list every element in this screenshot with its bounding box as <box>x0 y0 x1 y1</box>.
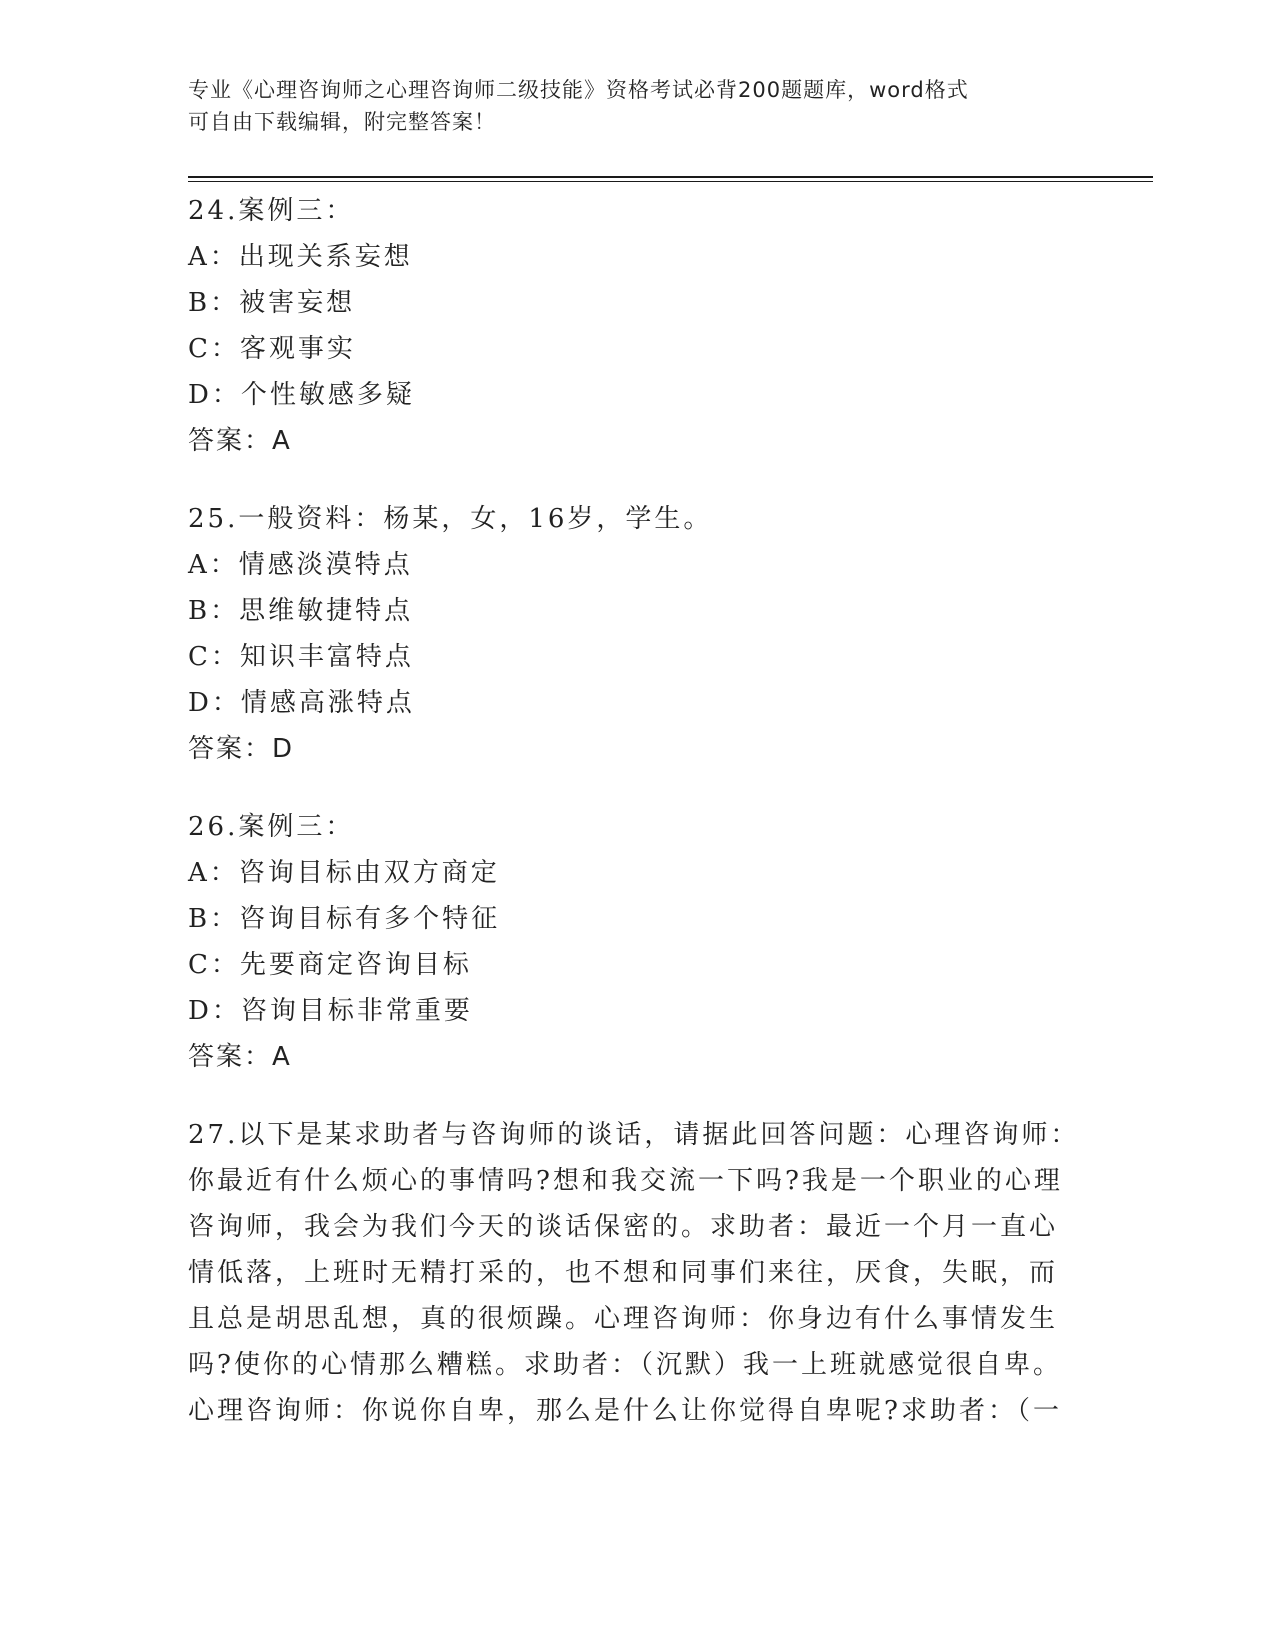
header-title-line-1: 专业《心理咨询师之心理咨询师二级技能》资格考试必背200题题库，word格式 <box>188 78 969 102</box>
option-d: D：个性敏感多疑 <box>188 380 415 410</box>
question-stem: 26.案例三： <box>188 812 355 842</box>
option-b: B：思维敏捷特点 <box>188 596 414 626</box>
option-c: C：客观事实 <box>188 334 356 364</box>
option-c: C：先要商定咨询目标 <box>188 950 472 980</box>
option-d: D：咨询目标非常重要 <box>188 996 473 1026</box>
option-a: A：咨询目标由双方商定 <box>188 858 500 888</box>
question-24 <box>188 188 1078 464</box>
question-27-line: 27.以下是某求助者与咨询师的谈话，请据此回答问题：心理咨询师： <box>188 1120 1080 1150</box>
question-27-line: 情低落，上班时无精打采的，也不想和同事们来往，厌食，失眠，而 <box>188 1258 1059 1288</box>
question-stem: 24.案例三： <box>188 196 355 226</box>
header-divider-thin <box>188 181 1153 182</box>
option-b: B：被害妄想 <box>188 288 356 318</box>
option-a: A：情感淡漠特点 <box>188 550 413 580</box>
question-27-line: 咨询师，我会为我们今天的谈话保密的。求助者：最近一个月一直心 <box>188 1212 1059 1242</box>
option-b: B：咨询目标有多个特征 <box>188 904 501 934</box>
question-list <box>188 188 1078 1466</box>
question-27-line: 心理咨询师：你说你自卑，那么是什么让你觉得自卑呢?求助者：（一 <box>188 1396 1062 1426</box>
answer-label: 答案：A <box>188 426 292 456</box>
option-d: D：情感高涨特点 <box>188 688 415 718</box>
option-c: C：知识丰富特点 <box>188 642 414 672</box>
header-divider-thick <box>188 176 1153 178</box>
question-stem: 25.一般资料：杨某，女，16岁，学生。 <box>188 504 713 534</box>
document-header <box>188 74 1088 138</box>
answer-label: 答案：A <box>188 1042 292 1072</box>
question-26 <box>188 804 1078 1080</box>
question-27-line: 你最近有什么烦心的事情吗?想和我交流一下吗?我是一个职业的心理 <box>188 1166 1063 1196</box>
option-a: A：出现关系妄想 <box>188 242 413 272</box>
answer-label: 答案：D <box>188 734 295 764</box>
question-27 <box>188 1112 1078 1434</box>
question-25 <box>188 496 1078 772</box>
question-27-line: 且总是胡思乱想，真的很烦躁。心理咨询师：你身边有什么事情发生 <box>188 1304 1059 1334</box>
question-27-line: 吗?使你的心情那么糟糕。求助者：（沉默）我一上班就感觉很自卑。 <box>188 1350 1062 1380</box>
header-title-line-2: 可自由下载编辑，附完整答案！ <box>188 110 496 134</box>
